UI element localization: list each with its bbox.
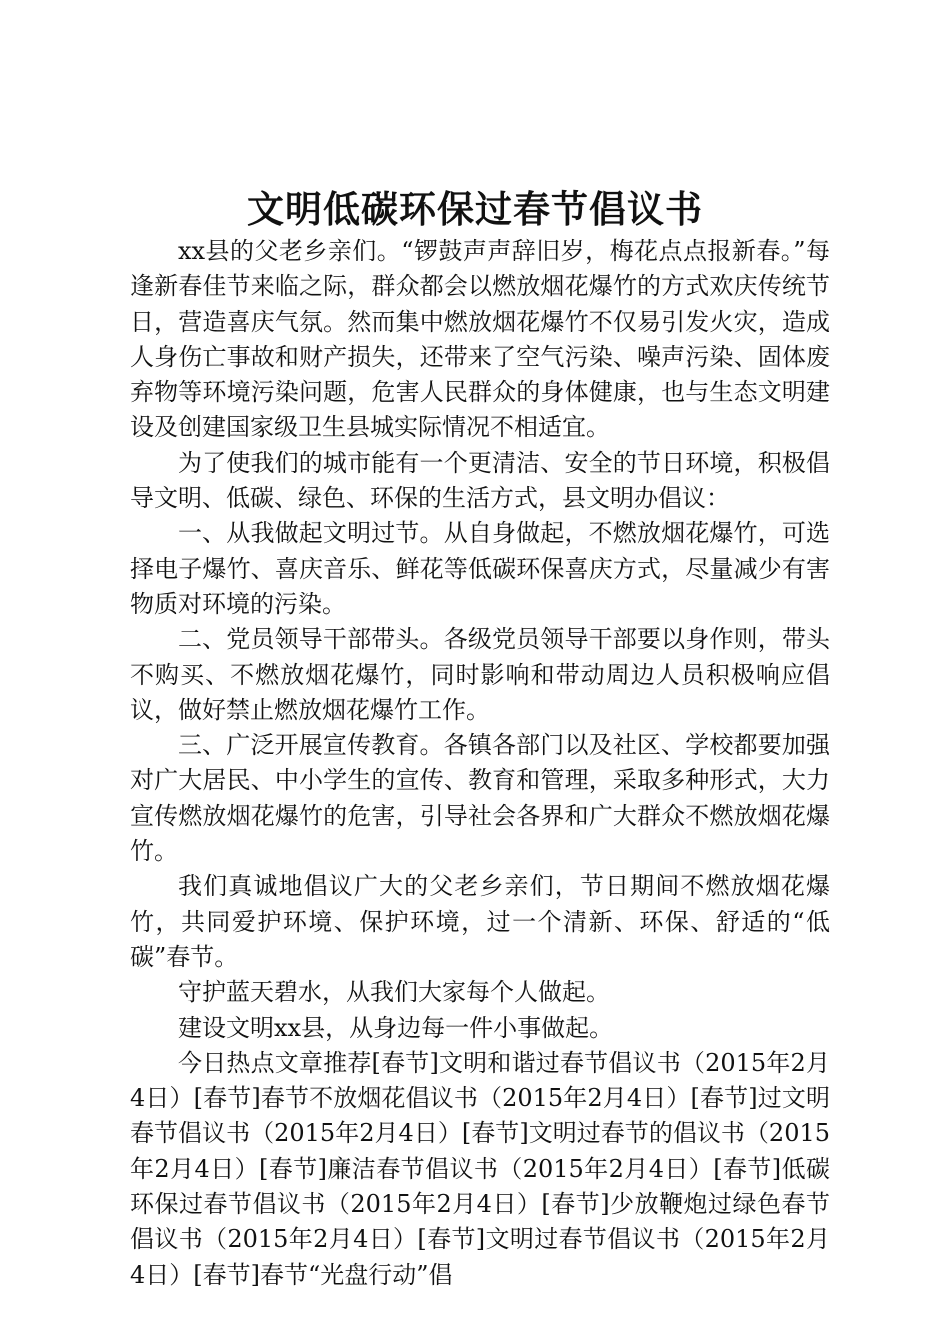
paragraph-recommended-articles: 今日热点文章推荐[春节]文明和谐过春节倡议书（2015年2月4日）[春节]春节不放烟花倡议书（2015年2月4日）[春节]过文明春节倡议书（2015年2月4日）[春节]文明过春节的倡议书（2015年2月4日）[春节]廉洁春节倡议书（2015年2月4日）[春节]低碳环保过春节倡议书（2015年2月4日）[春节]少放鞭炮过绿色春节倡议书（2015年2月4日）[春节]文明过春节倡议书（2015年2月4日）[春节]春节“光盘行动”倡 bbox=[130, 1048, 830, 1289]
paragraph-point-two: 二、党员领导干部带头。各级党员领导干部要以身作则，带头不购买、不燃放烟花爆竹，同时影响和带动周边人员积极响应倡议，做好禁止燃放烟花爆竹工作。 bbox=[130, 625, 830, 724]
paragraph-slogan-one: 守护蓝天碧水，从我们大家每个人做起。 bbox=[178, 978, 610, 1007]
paragraph-greeting: xx县的父老乡亲们。“锣鼓声声辞旧岁，梅花点点报新春。”每逢新春佳节来临之际，群众都会以燃放烟花爆竹的方式欢庆传统节日，营造喜庆气氛。然而集中燃放烟花爆竹不仅易引发火灾，造成人身伤亡事故和财产损失，还带来了空气污染、噪声污染、固体废弃物等环境污染问题，危害人民群众的身体健康，也与生态文明建设及创建国家级卫生县城实际情况不相适宜。 bbox=[130, 237, 830, 442]
paragraph-slogan-two: 建设文明xx县，从身边每一件小事做起。 bbox=[178, 1013, 614, 1042]
paragraph-appeal: 我们真诚地倡议广大的父老乡亲们，节日期间不燃放烟花爆竹，共同爱护环境、保护环境，过一个清新、环保、舒适的“低碳”春节。 bbox=[130, 872, 830, 971]
paragraph-intro: 为了使我们的城市能有一个更清洁、安全的节日环境，积极倡导文明、低碳、绿色、环保的生活方式，县文明办倡议： bbox=[130, 448, 830, 513]
document-body bbox=[130, 234, 830, 1293]
document-title: 文明低碳环保过春节倡议书 bbox=[247, 187, 703, 231]
paragraph-point-one: 一、从我做起文明过节。从自身做起，不燃放烟花爆竹，可选择电子爆竹、喜庆音乐、鲜花等低碳环保喜庆方式，尽量减少有害物质对环境的污染。 bbox=[130, 519, 830, 618]
paragraph-point-three: 三、广泛开展宣传教育。各镇各部门以及社区、学校都要加强对广大居民、中小学生的宣传、教育和管理，采取多种形式，大力宣传燃放烟花爆竹的危害，引导社会各界和广大群众不燃放烟花爆竹。 bbox=[130, 731, 830, 866]
